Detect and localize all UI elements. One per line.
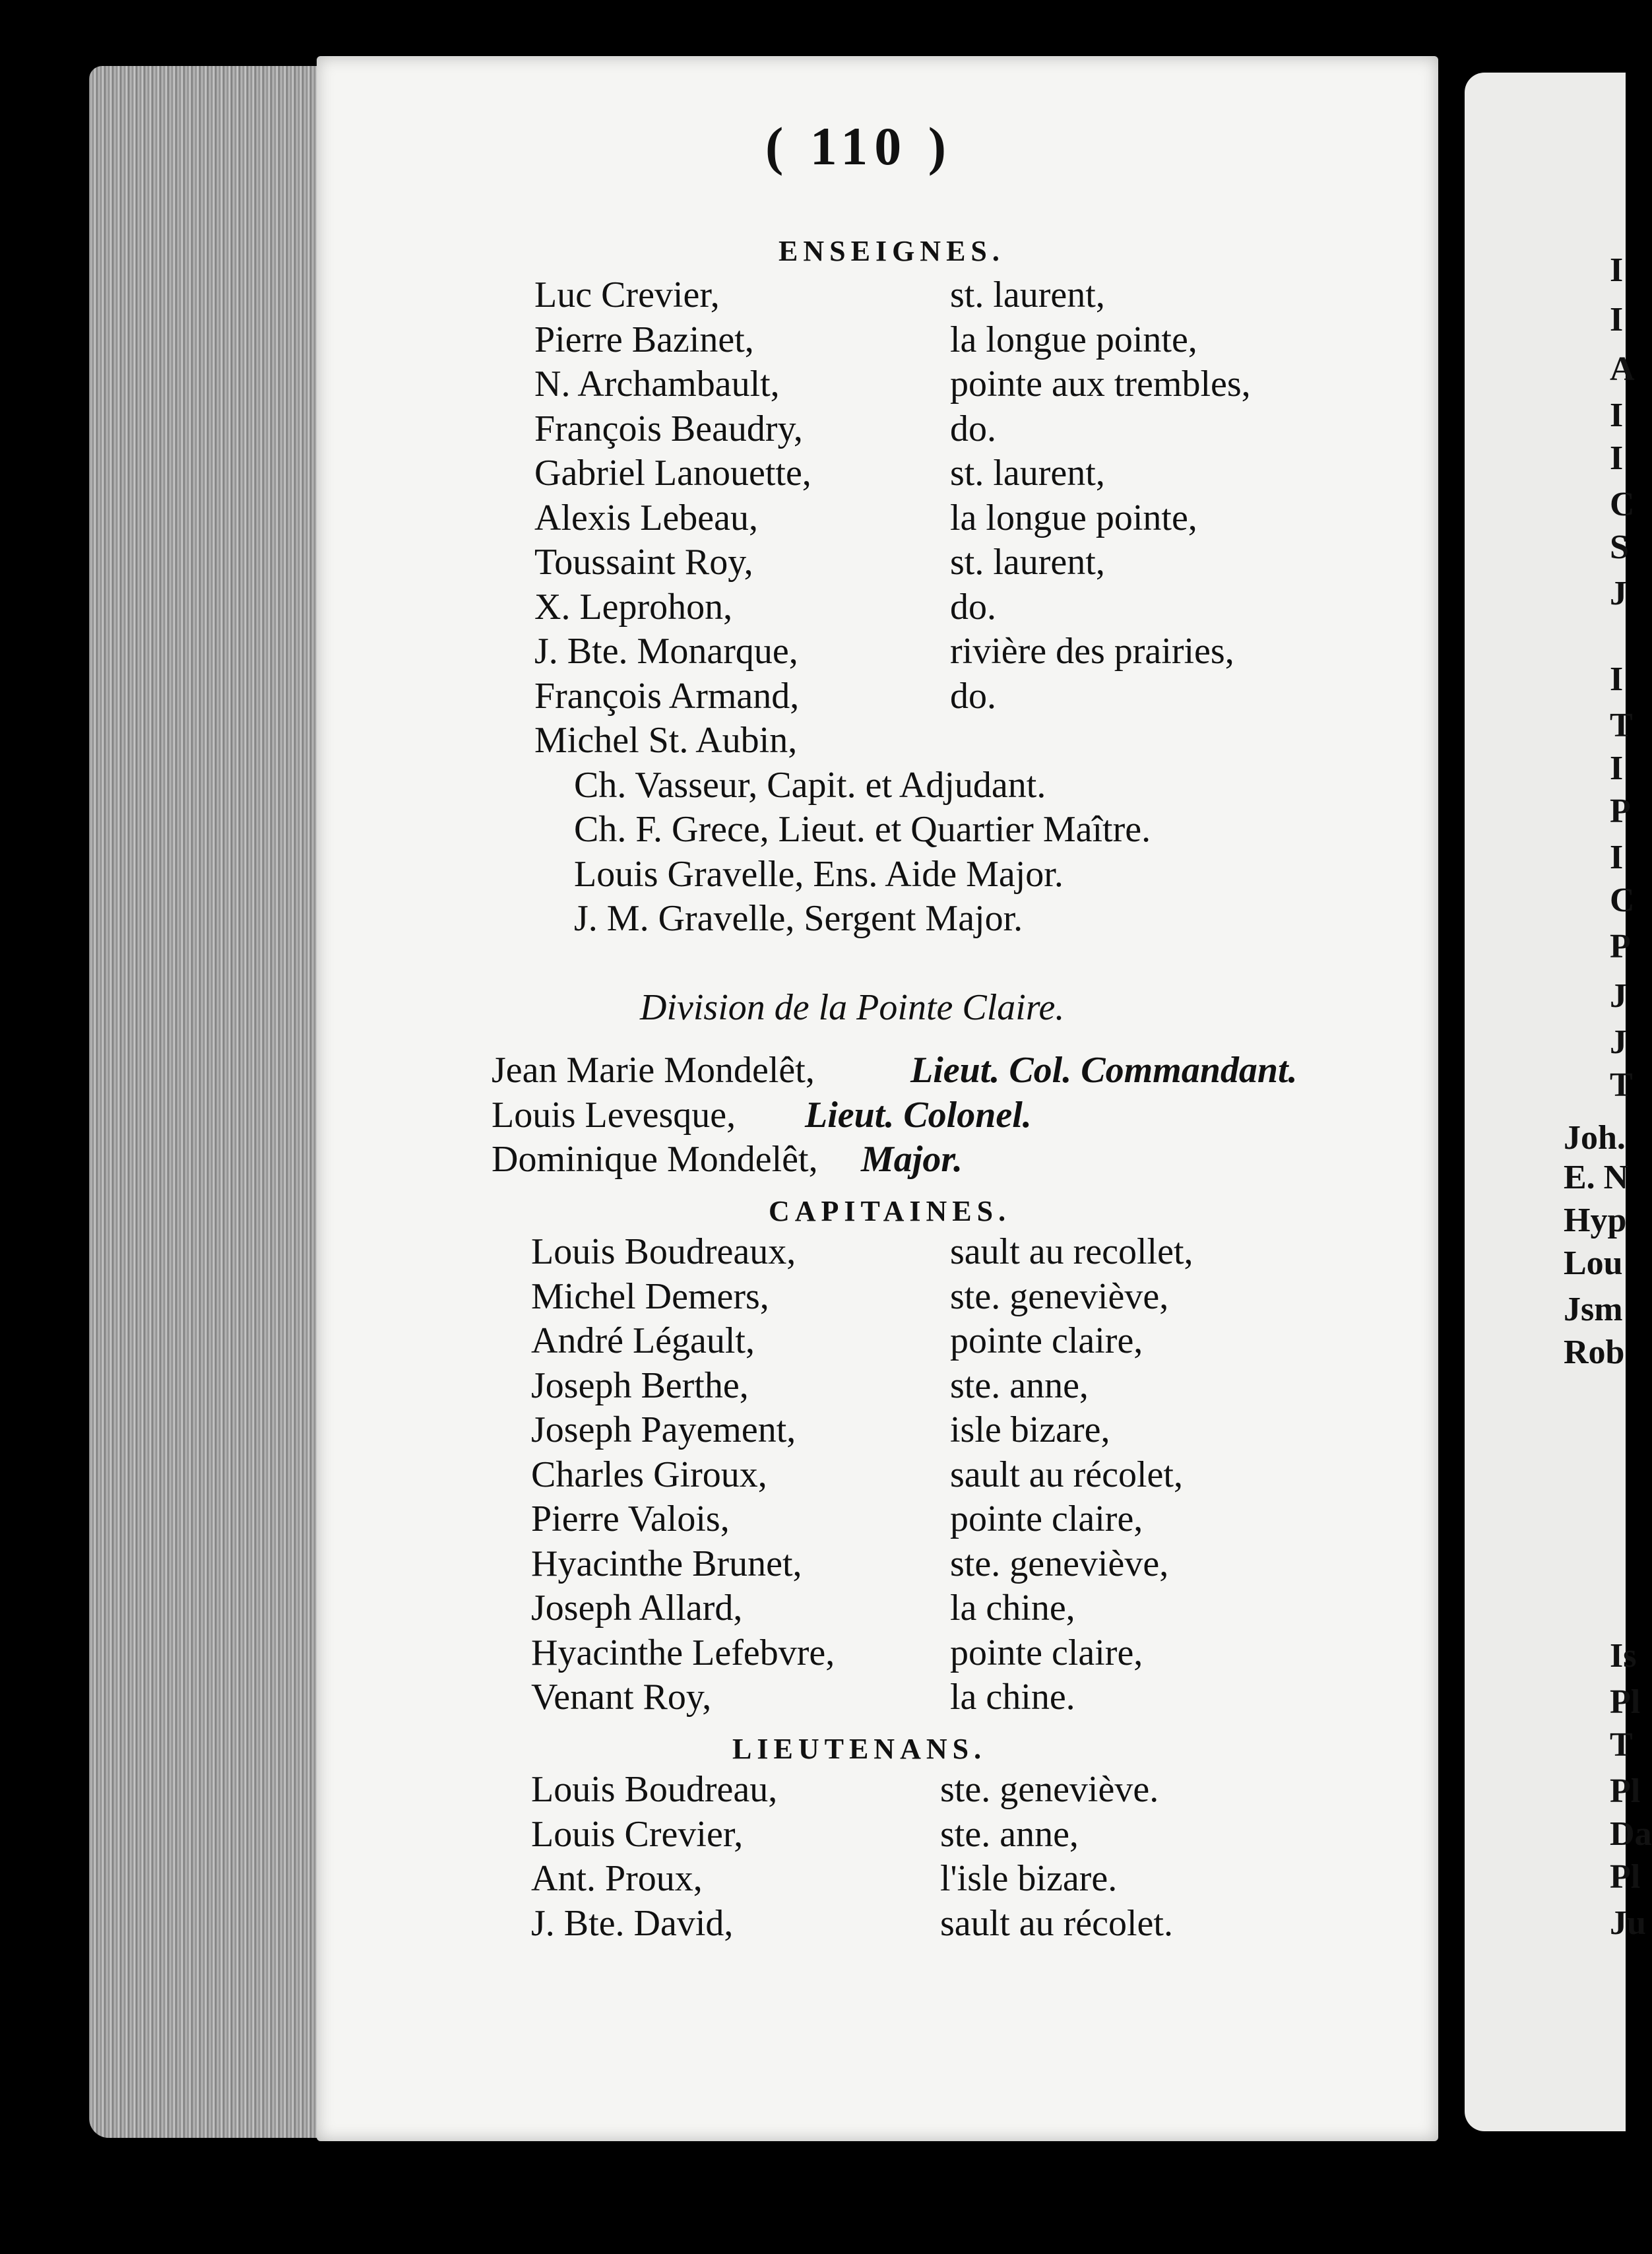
lieutenant-name: Louis Crevier,: [531, 1813, 744, 1855]
ensign-name: Toussaint Roy,: [534, 542, 753, 583]
staff-line: Ch. F. Grece, Lieut. et Quartier Maître.: [574, 809, 1151, 850]
staff-line: J. M. Gravelle, Sergent Major.: [574, 898, 1023, 939]
lieutenant-place: sault au récolet.: [940, 1902, 1173, 1944]
ensign-place: st. laurent,: [950, 542, 1105, 583]
ensign-place: rivière des prairies,: [950, 631, 1234, 672]
ensign-name: X. Leprohon,: [534, 586, 733, 628]
ensign-name: N. Archambault,: [534, 364, 780, 404]
captain-place: pointe claire,: [950, 1498, 1143, 1539]
lieutenant-name: Louis Boudreau,: [531, 1769, 778, 1810]
officer-name: Louis Levesque,: [492, 1094, 736, 1136]
lieutenant-place: l'isle bizare.: [940, 1858, 1118, 1899]
next-page-fragment: P: [1610, 792, 1631, 830]
captain-name: Michel Demers,: [531, 1275, 769, 1317]
next-page-fragment: Is: [1610, 1637, 1637, 1675]
officer-rank: Major.: [861, 1139, 963, 1180]
next-page-fragment: T: [1610, 1726, 1633, 1764]
officer-name: Jean Marie Mondelêt,: [492, 1050, 815, 1091]
captain-place: ste. geneviève,: [950, 1543, 1169, 1584]
captain-place: ste. geneviève,: [950, 1275, 1169, 1317]
captain-place: ste. anne,: [950, 1365, 1089, 1406]
book-page-edges: [89, 66, 317, 2138]
ensign-place: st. laurent,: [950, 274, 1105, 315]
ensign-name: Luc Crevier,: [534, 274, 720, 315]
captain-name: Joseph Allard,: [531, 1588, 743, 1628]
captain-name: Hyacinthe Lefebvre,: [531, 1632, 835, 1673]
lieutenant-name: Ant. Proux,: [531, 1858, 703, 1899]
next-page-fragment: E. N: [1564, 1159, 1629, 1196]
next-page-fragment: T: [1610, 1066, 1633, 1104]
next-page-fragment: P: [1610, 928, 1631, 965]
captain-name: Charles Giroux,: [531, 1454, 767, 1495]
next-page-fragment: J: [1610, 1023, 1627, 1061]
next-page-fragment: I: [1610, 439, 1624, 477]
captain-place: pointe claire,: [950, 1632, 1143, 1673]
next-page-fragment: I: [1610, 750, 1624, 787]
ensign-name: Michel St. Aubin,: [534, 720, 798, 761]
ensign-name: Alexis Lebeau,: [534, 497, 758, 538]
next-page-fragment: Rob: [1564, 1334, 1625, 1371]
next-page-fragment: I: [1610, 397, 1624, 434]
captain-name: André Légault,: [531, 1320, 755, 1361]
captain-place: isle bizare,: [950, 1409, 1110, 1450]
next-page-fragment: Joh.: [1564, 1119, 1626, 1157]
captain-name: Joseph Payement,: [531, 1409, 796, 1450]
ensign-name: J. Bte. Monarque,: [534, 631, 798, 672]
officer-name: Dominique Mondelêt,: [492, 1139, 818, 1180]
ensign-name: François Beaudry,: [534, 408, 803, 449]
next-page-fragment: Ju: [1610, 1904, 1646, 1942]
next-page-fragment: I: [1610, 251, 1624, 289]
section-heading-enseignes: ENSEIGNES.: [778, 235, 1005, 267]
next-page-fragment: A: [1610, 350, 1635, 388]
next-page-fragment: Pl: [1610, 1858, 1641, 1896]
next-page-fragment: Lou: [1564, 1244, 1623, 1282]
officer-rank: Lieut. Col. Commandant.: [910, 1050, 1298, 1091]
captain-name: Hyacinthe Brunet,: [531, 1543, 802, 1584]
lieutenant-name: J. Bte. David,: [531, 1902, 734, 1944]
captain-name: Venant Roy,: [531, 1677, 712, 1718]
next-page-fragment: C: [1610, 486, 1635, 523]
next-page-fragment: I: [1610, 301, 1624, 338]
next-page-fragment: Hyp: [1564, 1202, 1627, 1239]
next-page-fragment: Da: [1610, 1815, 1652, 1853]
ensign-place: do.: [950, 675, 996, 717]
section-heading-lieutenans: LIEUTENANS.: [732, 1733, 987, 1765]
next-page-fragment: J: [1610, 575, 1627, 612]
next-page-fragment: S: [1610, 529, 1629, 566]
division-title: Division de la Pointe Claire.: [640, 987, 1065, 1028]
captain-name: Pierre Valois,: [531, 1498, 730, 1539]
captain-place: sault au recollet,: [950, 1231, 1193, 1272]
next-page-fragment: T: [1610, 707, 1633, 744]
next-page-fragment: Pl: [1610, 1683, 1641, 1721]
next-page-fragment: C: [1610, 882, 1635, 919]
ensign-place: pointe aux trembles,: [950, 364, 1251, 404]
captain-place: la chine,: [950, 1588, 1075, 1628]
staff-line: Louis Gravelle, Ens. Aide Major.: [574, 853, 1064, 895]
captain-place: sault au récolet,: [950, 1454, 1183, 1495]
section-heading-capitaines: CAPITAINES.: [769, 1195, 1011, 1227]
ensign-place: la longue pointe,: [950, 497, 1197, 538]
captain-name: Louis Boudreaux,: [531, 1231, 796, 1272]
ensign-place: do.: [950, 408, 996, 449]
next-page-fragment: J: [1610, 977, 1627, 1015]
officer-rank: Lieut. Colonel.: [805, 1094, 1032, 1136]
captain-place: pointe claire,: [950, 1320, 1143, 1361]
next-page-fragment: I: [1610, 839, 1624, 876]
captain-name: Joseph Berthe,: [531, 1365, 749, 1406]
lieutenant-place: ste. geneviève.: [940, 1769, 1159, 1810]
page-number: ( 110 ): [765, 116, 953, 176]
ensign-name: Pierre Bazinet,: [534, 319, 754, 360]
ensign-name: François Armand,: [534, 675, 800, 717]
ensign-place: do.: [950, 586, 996, 628]
next-page-fragment: Jsm: [1564, 1291, 1623, 1328]
ensign-name: Gabriel Lanouette,: [534, 453, 811, 494]
lieutenant-place: ste. anne,: [940, 1813, 1079, 1855]
ensign-place: st. laurent,: [950, 453, 1105, 494]
next-page-fragment: I: [1610, 660, 1624, 698]
ensign-place: la longue pointe,: [950, 319, 1197, 360]
captain-place: la chine.: [950, 1677, 1075, 1718]
next-page-fragment: Pl: [1610, 1772, 1641, 1810]
staff-line: Ch. Vasseur, Capit. et Adjudant.: [574, 764, 1046, 806]
